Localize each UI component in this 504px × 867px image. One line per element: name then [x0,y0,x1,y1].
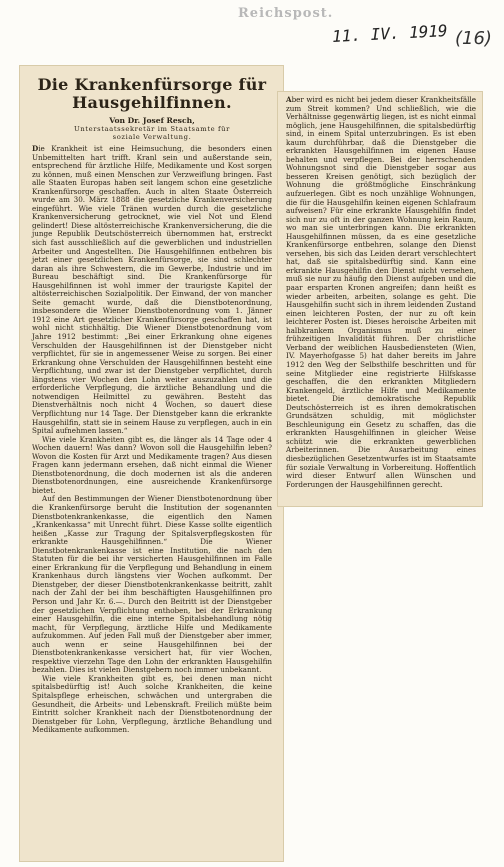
paragraph: Aber wird es nicht bei jedem dieser Krankheitsfälle zum Streit kommen? Und schließlich, wie die Verhältnisse gegenwärtig liegen, ist es nicht einmal möglich, jene Hausgehilfinnen, die spitalsbedürftig sind, in einem Spital unterzubringen. Es ist eben kaum durchführbar, daß die Dienstgeber die erkrankten Hausgehilfinnen im eigenen Hause behalten und verpflegen. Bei der herrschenden Wohnungsnot sind die Dienstgeber sogar aus besseren Kreisen genötigt, sich bezüglich der Wohnung die größtmögliche Einschränkung aufzuerlegen. Gibt es noch unzählige Wohnungen, die für die Hausgehilfin keinen eigenen Schlafraum aufweisen? Für eine erkrankte Hausgehilfin findet sich nur zu oft in der ganzen Wohnung kein Raum, wo man sie unterbringen kann. Die erkrankten Hausgehilfinnen müssen, da es eine gesetzliche Krankenfürsorge entbehren, solange den Dienst versehen, bis sich das Leiden derart verschlechtert hat, daß sie spitalsbedürftig sind. Kann eine erkrankte Hausgehilfin den Dienst nicht versehen, muß sie nur zu häufig den Dienst aufgeben und die paar ersparten Kronen angreifen; dann heißt es wieder arbeiten, arbeiten, solange es geht. Die Hausgehilfin sucht sich in ihrem leidenden Zustand einen leichteren Posten, der nur zu oft kein leichterer Posten ist. Dieses heroische Arbeiten mit halbkrankem Organismus muß zu einer frühzeitigen Invalidität führen. Der christliche Verband der weiblichen Hausbediensteten (Wien, IV. Mayerhofgasse 5) hat daher bereits im Jahre 1912 den Weg der Selbsthilfe beschritten und für seine Mitglieder eine registrierte Hilfskasse geschaffen, die den erkrankten Mitgliedern Krankengeld, ärztliche Hilfe und Medikamente bietet. Die demokratische Republik Deutschösterreich ist es ihren demokratischen Grundsätzen schuldig, mit möglichster Beschleunigung ein Gesetz zu schaffen, das die erkrankten Hausgehilfinnen in gleicher Weise schützt wie die erkrankten gewerblichen Arbeiterinnen. Die Ausarbeitung eines diesbezüglichen Gesetzentwurfes ist im Staatsamte für soziale Verwaltung in Vorbereitung. Hoffentlich wird dieser Entwurf allen Wünschen und Forderungen der Hausgehilfinnen gerecht. [286,95,476,489]
paragraph: Wie viele Krankheiten gibt es, bei denen man nicht spitalsbedürftig ist! Auch solche Krankheiten, die keine Spitalspflege erheischen, schwächen und untergraben die Gesundheit, die Arbeits- und Lebenskraft. Freilich müßte beim Eintritt solcher Krankheit nach der Dienstbotenordnung der Dienstgeber für Lohn, Verpflegung, ärztliche Behandlung und Medikamente aufkommen. [32,673,272,735]
article-headline [32,76,272,112]
author-affiliation [32,125,272,141]
paragraph: Die Krankheit ist eine Heimsuchung, die besonders einen Unbemittelten hart trifft. Kranl sein und außerstande sein, entsprechend für ärztliche Hilfe, Medikamente und Kost sorgen zu können, muß einen Menschen zur Verzweiflung bringen. Fast alle Staaten Europas haben seit langem schon eine gesetzliche Krankenfürsorge geschaffen. Auch in alten Staate Österreich wurde am 30. März 1888 die gesetzliche Krankenversicherung eingeführt. Wie viele Tränen wurden durch die gesetzliche Krankenversicherung getrocknet, wie viel Not und Elend gelindert! Diese altösterreichische Krankenversicherung, die die junge Republik Deutschösterreich übernommen hat, erstreckt sich fast ausschließlich auf die gewerblichen und industriellen Arbeiter und Angestellten. Die Hausgehilfinnen entbehren bis jetzt einer gesetzlichen Krankenfürsorge, sie sind schlechter daran als ihre Schwestern, die im Gewerbe, Industrie und im Bureau beschäftigt sind. Die Krankenfürsorge für Hausgehilfinnen ist wohl immer der traurigste Kapitel der altösterreichischen Sozialpolitik. Der Einwand, der von mancher Seite gemacht wurde, daß die Dienstbotenordnung, insbesondere die Wiener Dienstbotenordnung vom 1. Jänner 1912 eine Art gesetzlicher Krankenfürsorge geschaffen hat, ist wohl nicht stichhältig. Die Wiener Dienstbotenordnung vom Jahre 1912 bestimmt: „Bei einer Erkrankung ohne eigenes Verschulden der Hausgehilfinnen ist der Dienstgeber nicht verpflichtet, für sie in angemessener Weise zu sorgen. Bei einer Erkrankung ohne Verschulden der Hausgehilfinnen besteht eine Verpflichtung, und zwar ist der Dienstgeber verpflichtet, durch längstens vier Wochen den Lohn weiter auszuzahlen und die erforderliche Verpflegung, die ärztliche Behandlung und die notwendigen Heilmittel zu gewähren. Besteht das Dienstverhältnis noch nicht 4 Wochen, so dauert diese Verpflichtung nur 14 Tage. Der Dienstgeber kann die erkrankte Hausgehilfin, statt sie in seinem Hause zu verpflegen, auch in ein Spital aufnehmen lassen.“ [32,144,272,436]
handwritten-date: 11. IV. 1919 [331,20,449,47]
newspaper-stamp: Reichspost. [238,6,334,21]
clipping-column-1 [20,66,283,861]
headline-line-1: Die Krankenfürsorge für [37,75,267,94]
affiliation-line-1: Unterstaatssekretär im Staatsamte für [74,125,230,133]
page-number: (16) [455,28,492,49]
clipping-column-2 [278,92,482,506]
affiliation-line-2: soziale Verwaltung. [112,133,192,141]
article-body-left [32,70,272,735]
article-byline: Von Dr. Josef Resch, [109,116,195,125]
paragraph: Wie viele Krankheiten gibt es, die länger als 14 Tage oder 4 Wochen dauern! Was dann? Wovon soll die Hausgehilfin leben? Wovon die Kosten für Arzt und Medikamente tragen? Aus diesen Fragen kann jedermann ersehen, daß nicht einmal die Wiener Dienstbotenordnung, die doch modernen ist als die anderen Dienstbotenordnungen, eine ausreichende Krankenfürsorge bietet. [32,434,272,495]
paragraph: Auf den Bestimmungen der Wiener Dienstbotenordnung über die Krankenfürsorge beruht die Institution der sogenannten Dienstbotenkrankenkasse, die eigentlich den Namen „Krankenkassa“ mit Unrecht führt. Diese Kasse sollte eigentlich heißen „Kasse zur Tragung der Spitalsverpflegskosten für erkrankte Hausgehilfinnen.“ Die Wiener Dienstbotenkrankenkasse ist eine Institution, die nach den Statuten für die bei ihr versicherten Hausgehilfinnen im Falle einer Erkrankung für die Verpflegung und Behandlung in einem Krankenhaus durch längstens vier Wochen aufkommt. Der Dienstgeber, der dieser Dienstbotenkrankenkasse beitritt, zahlt nach der Zahl der bei ihm beschäftigten Hausgehilfinnen pro Person und Jahr Kr. 6.—. Durch den Beitritt ist der Dienstgeber der gesetzlichen Verpflichtung enthoben, bei der Erkrankung einer Hausgehilfin, die eine interne Spitalsbehandlung nötig macht, für Verpflegung, ärztliche Hilfe und Medikamente aufzukommen. Auf jeden Fall muß der Dienstgeber aber immer, auch wenn er seine Hausgehilfinnen bei der Dienstbotenkrankenkasse versichert hat, für vier Wochen, respektive vierzehn Tage den Lohn der erkrankten Hausgehilfin bezahlen. Dies ist vielen Dienstgebern noch immer unbekannt. [32,494,272,675]
article-body-right [286,96,476,489]
headline-line-2: Hausgehilfinnen. [72,93,232,112]
